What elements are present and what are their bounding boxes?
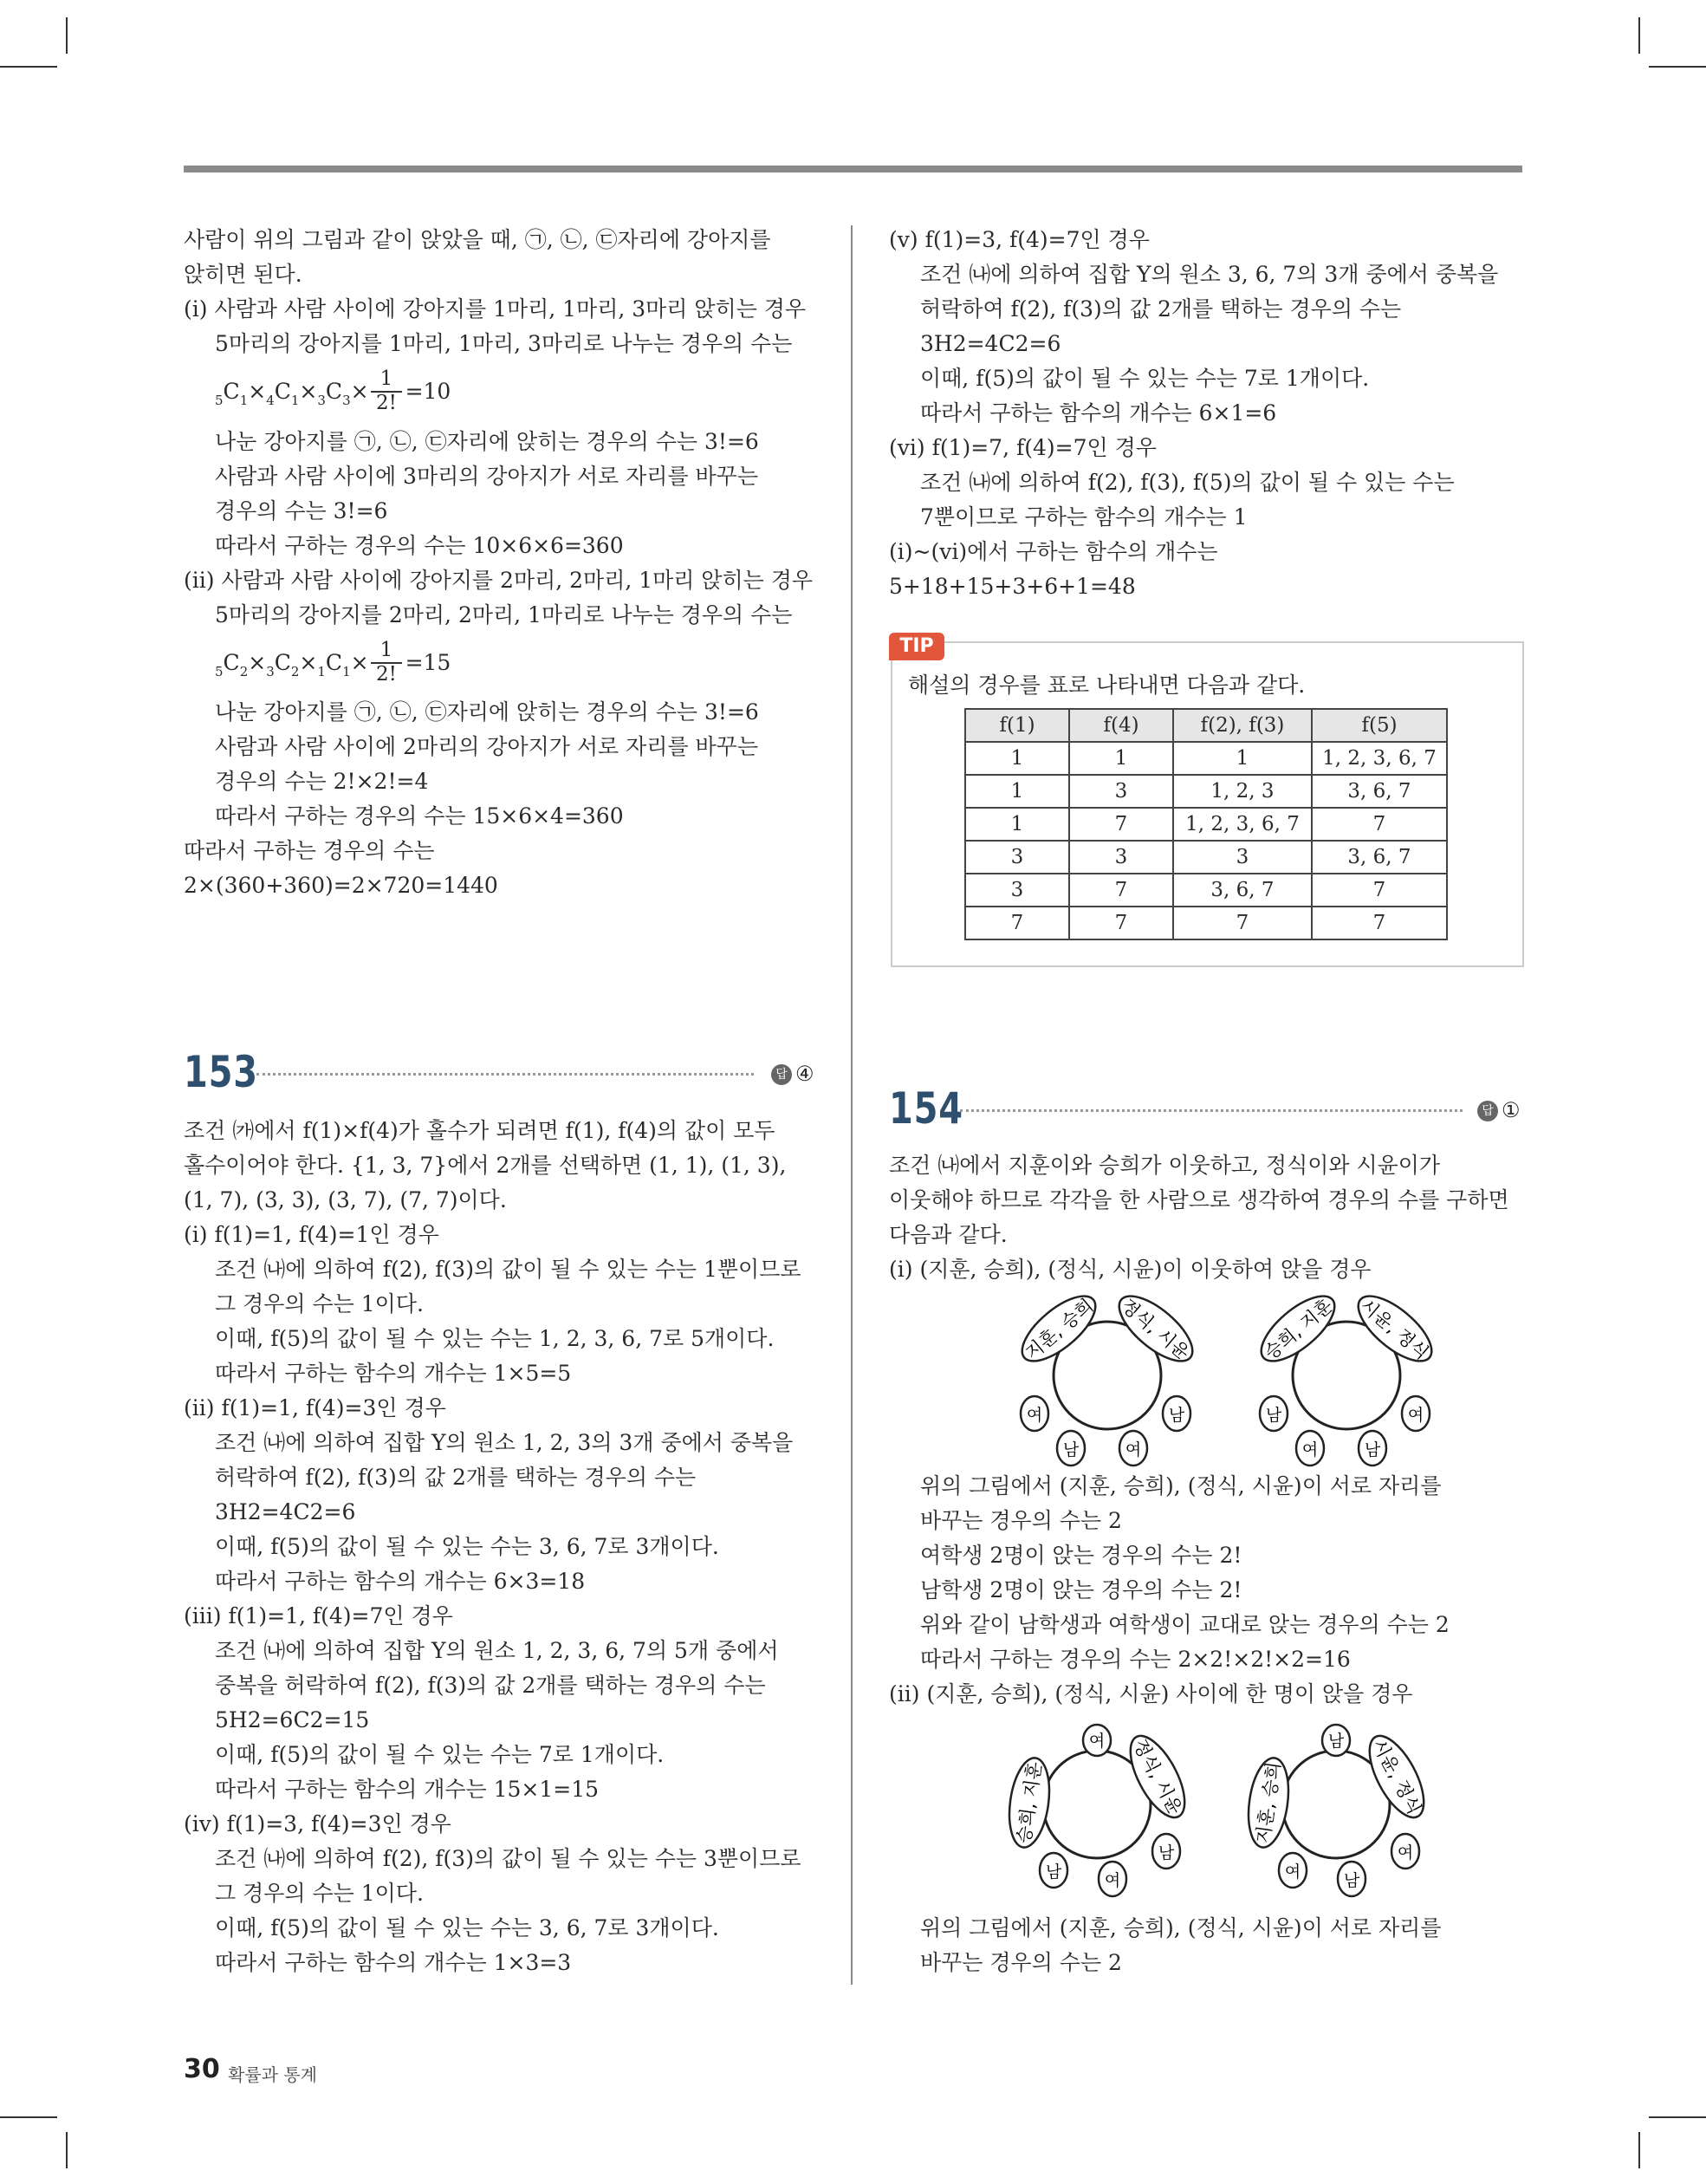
text-line: 5마리의 강아지를 1마리, 1마리, 3마리로 나누는 경우의 수는 [215,331,793,356]
text-line: 5마리의 강아지를 2마리, 2마리, 1마리로 나누는 경우의 수는 [215,602,793,627]
text-line: 3H2=4C2=6 [920,331,1061,356]
table-cell: 1 [1173,742,1312,775]
text-line: 조건 ㈏에 의하여 f(2), f(3), f(5)의 값이 될 수 있는 수는 [920,470,1455,495]
text-line: 바꾸는 경우의 수는 2 [920,1508,1122,1533]
answer-choice: ① [1502,1098,1521,1122]
table-row [965,907,1447,939]
table-cell: 1 [965,808,1069,841]
tip-intro-text: 해설의 경우를 표로 나타내면 다음과 같다. [908,673,1306,698]
answer-choice: ④ [795,1062,814,1086]
table-row [965,841,1447,874]
table-cell: 1 [965,775,1069,808]
text-line: 이때, f(5)의 값이 될 수 있는 수는 7로 1개이다. [920,366,1370,391]
text-line: 이때, f(5)의 값이 될 수 있는 수는 1, 2, 3, 6, 7로 5개이다. [215,1326,775,1351]
table-cell: 7 [965,907,1069,939]
text-line: 앉히면 된다. [184,262,302,287]
text-line: 조건 ㈏에 의하여 집합 Y의 원소 1, 2, 3의 3개 중에서 중복을 [215,1430,794,1455]
problem-number-153: 153 [184,1047,258,1097]
seat-label: 여 [1397,1843,1414,1862]
text-line: 2×(360+360)=2×720=1440 [184,873,498,898]
text-line: 이때, f(5)의 값이 될 수 있는 수는 3, 6, 7로 3개이다. [215,1534,719,1559]
answer-badge: 답 [771,1064,792,1085]
tip-badge: TIP [889,633,944,660]
table-row [965,742,1447,775]
text-line: (ⅱ) (지훈, 승희), (정식, 시윤) 사이에 한 명이 앉을 경우 [889,1681,1413,1706]
dotted-leader [256,1073,754,1076]
seat-label: 여 [1407,1406,1424,1425]
text-line: 다음과 같다. [889,1222,1008,1247]
crop-mark [1649,66,1706,68]
seating-diagrams-2 [1005,1725,1542,1915]
crop-mark [66,2132,68,2168]
text-line: (ⅵ) f(1)=7, f(4)=7인 경우 [889,435,1157,460]
problem-number-154: 154 [889,1083,963,1134]
table-cell: 1, 2, 3, 6, 7 [1173,808,1312,841]
pair-label: 지훈, 승희 [1252,1760,1285,1845]
text-line: (ⅳ) f(1)=3, f(4)=3인 경우 [184,1811,451,1836]
text-line: 5+18+15+3+6+1=48 [889,574,1136,599]
table-header-row [965,709,1447,742]
text-line: 나눈 강아지를 ㉠, ㉡, ㉢자리에 앉히는 경우의 수는 3!=6 [215,429,759,454]
pair-label: 승희, 지훈 [1013,1760,1046,1845]
text-line: 허락하여 f(2), f(3)의 값 2개를 택하는 경우의 수는 [215,1465,697,1490]
page-number: 30 [184,2054,220,2084]
table-cell: 1, 2, 3 [1173,775,1312,808]
seat-label: 여 [1125,1440,1142,1459]
text-line: 7뿐이므로 구하는 함수의 개수는 1 [920,504,1248,530]
text-line: 따라서 구하는 경우의 수는 15×6×4=360 [215,803,624,829]
formula-1: $_5C_1\times_4C_1\times_3C_3\times =10$ [215,379,451,408]
text-line: 따라서 구하는 경우의 수는 [184,838,435,863]
text-line: 조건 ㈏에 의하여 f(2), f(3)의 값이 될 수 있는 수는 3뿐이므로 [215,1846,801,1871]
fraction-numerator: 1 [379,639,393,661]
table-cell: 1 [965,742,1069,775]
seat-label: 여 [1284,1862,1301,1882]
crop-mark [0,2116,57,2118]
text-line: (ⅰ) (지훈, 승희), (정식, 시윤)이 이웃하여 앉을 경우 [889,1257,1372,1282]
text-line: (ⅲ) f(1)=1, f(4)=7인 경우 [184,1603,453,1628]
top-rule [184,166,1522,172]
text-line: 따라서 구하는 경우의 수는 2×2!×2!×2=16 [920,1647,1351,1672]
tip-table [964,708,1448,940]
text-line: (1, 7), (3, 3), (3, 7), (7, 7)이다. [184,1187,507,1212]
text-line: (ⅱ) f(1)=1, f(4)=3인 경우 [184,1395,446,1420]
seat-label: 여 [1104,1871,1121,1890]
seat-label: 남 [1168,1406,1185,1425]
pair-label: 지훈, 승희 [1021,1295,1098,1364]
pair-label: 승희, 지훈 [1260,1295,1337,1364]
text-line: 경우의 수는 2!×2!=4 [215,769,429,794]
table-cell: 3, 6, 7 [1173,874,1312,907]
text-line: 조건 ㈏에 의하여 집합 Y의 원소 1, 2, 3, 6, 7의 5개 중에서 [215,1638,779,1663]
text-line: (ⅴ) f(1)=3, f(4)=7인 경우 [889,227,1150,252]
fraction-numerator: 1 [379,367,393,390]
seat-label: 여 [1026,1406,1043,1425]
table-cell: 7 [1173,907,1312,939]
dotted-leader [960,1109,1463,1112]
table-header-cell: f(1) [965,709,1069,742]
table-cell: 7 [1069,907,1173,939]
seat-label: 남 [1364,1440,1381,1459]
text-line: 나눈 강아지를 ㉠, ㉡, ㉢자리에 앉히는 경우의 수는 3!=6 [215,699,759,725]
table-cell: 3 [1069,775,1173,808]
table-cell: 3 [965,841,1069,874]
text-line: 따라서 구하는 함수의 개수는 6×1=6 [920,400,1277,426]
text-line: 조건 ㈏에 의하여 f(2), f(3)의 값이 될 수 있는 수는 1뿐이므로 [215,1257,801,1282]
text-line: 따라서 구하는 함수의 개수는 1×3=3 [215,1950,572,1975]
table-header-cell: f(4) [1069,709,1173,742]
text-line: 사람과 사람 사이에 2마리의 강아지가 서로 자리를 바꾸는 [215,734,758,759]
table-header-cell: f(5) [1312,709,1447,742]
text-line: 남학생 2명이 앉는 경우의 수는 2! [920,1577,1242,1602]
table-cell: 1, 2, 3, 6, 7 [1312,742,1447,775]
table-cell: 7 [1312,808,1447,841]
seat-label: 남 [1158,1843,1175,1862]
text-line: 위의 그림에서 (지훈, 승희), (정식, 시윤)이 서로 자리를 [920,1915,1442,1940]
pair-label: 정식, 시윤 [1129,1735,1186,1818]
text-line: 중복을 허락하여 f(2), f(3)의 값 2개를 택하는 경우의 수는 [215,1673,766,1698]
fraction-denominator: 2! [376,663,397,686]
crop-mark [1638,2132,1640,2168]
crop-mark [1638,17,1640,54]
seating-diagram-1a [1012,1285,1203,1466]
answer-badge: 답 [1477,1101,1498,1121]
table-cell: 7 [1069,874,1173,907]
text-line: 따라서 구하는 경우의 수는 10×6×6=360 [215,533,624,558]
column-divider [851,225,853,1985]
table-cell: 7 [1312,907,1447,939]
seat-label: 여 [1301,1440,1319,1459]
seat-label: 여 [1088,1732,1106,1751]
text-line: 위의 그림에서 (지훈, 승희), (정식, 시윤)이 서로 자리를 [920,1473,1442,1498]
crop-mark [66,17,68,54]
table-row [965,775,1447,808]
text-line: 그 경우의 수는 1이다. [215,1291,424,1316]
text-line: (ⅰ)~(ⅵ)에서 구하는 함수의 개수는 [889,539,1218,564]
text-line: 위와 같이 남학생과 여학생이 교대로 앉는 경우의 수는 2 [920,1612,1450,1637]
pair-label: 시윤, 정식 [1368,1735,1425,1818]
text-line: 허락하여 f(2), f(3)의 값 2개를 택하는 경우의 수는 [920,296,1402,322]
text-line: 따라서 구하는 함수의 개수는 6×3=18 [215,1569,586,1594]
text-line: (ⅰ) f(1)=1, f(4)=1인 경우 [184,1222,439,1247]
seating-diagram-2b [1243,1725,1435,1896]
text-line: 조건 ㈎에서 f(1)×f(4)가 홀수가 되려면 f(1), f(4)의 값이 모두 [184,1118,775,1143]
seating-diagram-2a [1004,1725,1196,1896]
seat-label: 남 [1327,1732,1345,1751]
text-line: 따라서 구하는 함수의 개수는 15×1=15 [215,1777,600,1802]
table-cell: 3, 6, 7 [1312,775,1447,808]
table-row [965,874,1447,907]
table-cell: 7 [1069,808,1173,841]
text-line: 이때, f(5)의 값이 될 수 있는 수는 7로 1개이다. [215,1742,665,1767]
seat-label: 남 [1265,1406,1282,1425]
text-line: 조건 ㈏에서 지훈이와 승희가 이웃하고, 정식이와 시윤이가 [889,1153,1441,1178]
seating-diagram-1b [1251,1285,1442,1466]
text-line: 사람과 사람 사이에 3마리의 강아지가 서로 자리를 바꾸는 [215,464,758,489]
seat-label: 남 [1045,1862,1062,1882]
text-line: 조건 ㈏에 의하여 집합 Y의 원소 3, 6, 7의 3개 중에서 중복을 [920,262,1499,287]
table-cell: 3 [1173,841,1312,874]
crop-mark [1649,2116,1706,2118]
table-cell: 3 [965,874,1069,907]
seat-label: 남 [1343,1871,1360,1890]
text-line: 그 경우의 수는 1이다. [215,1881,424,1906]
seating-diagrams-1 [1005,1287,1542,1469]
text-line: 5H2=6C2=15 [215,1707,370,1732]
text-line: 바꾸는 경우의 수는 2 [920,1950,1122,1975]
pair-label: 정식, 시윤 [1117,1295,1194,1364]
table-header-cell: f(2), f(3) [1173,709,1312,742]
text-line: 여학생 2명이 앉는 경우의 수는 2! [920,1543,1242,1568]
table-cell: 7 [1312,874,1447,907]
formula-2: $_5C_2\times_3C_2\times_1C_1\times =15$ [215,650,451,679]
book-title: 확률과 통계 [228,2064,317,2085]
text-line: 경우의 수는 3!=6 [215,498,388,523]
text-line: 따라서 구하는 함수의 개수는 1×5=5 [215,1361,572,1386]
table-cell: 3 [1069,841,1173,874]
pair-label: 시윤, 정식 [1356,1295,1433,1364]
text-line: 이때, f(5)의 값이 될 수 있는 수는 3, 6, 7로 3개이다. [215,1915,719,1940]
fraction-denominator: 2! [376,392,397,414]
table-cell: 1 [1069,742,1173,775]
text-line: 이웃해야 하므로 각각을 한 사람으로 생각하여 경우의 수를 구하면 [889,1187,1509,1212]
text-line: 사람이 위의 그림과 같이 앉았을 때, ㉠, ㉡, ㉢자리에 강아지를 [184,227,771,252]
text-line: (ⅱ) 사람과 사람 사이에 강아지를 2마리, 2마리, 1마리 앉히는 경우 [184,568,814,593]
seat-label: 남 [1062,1440,1080,1459]
table-row [965,808,1447,841]
text-line: 홀수이어야 한다. {1, 3, 7}에서 2개를 선택하면 (1, 1), (1, 3), [184,1153,787,1178]
table-cell: 3, 6, 7 [1312,841,1447,874]
text-line: (ⅰ) 사람과 사람 사이에 강아지를 1마리, 1마리, 3마리 앉히는 경우 [184,296,807,322]
text-line: 3H2=4C2=6 [215,1499,356,1524]
crop-mark [0,66,57,68]
